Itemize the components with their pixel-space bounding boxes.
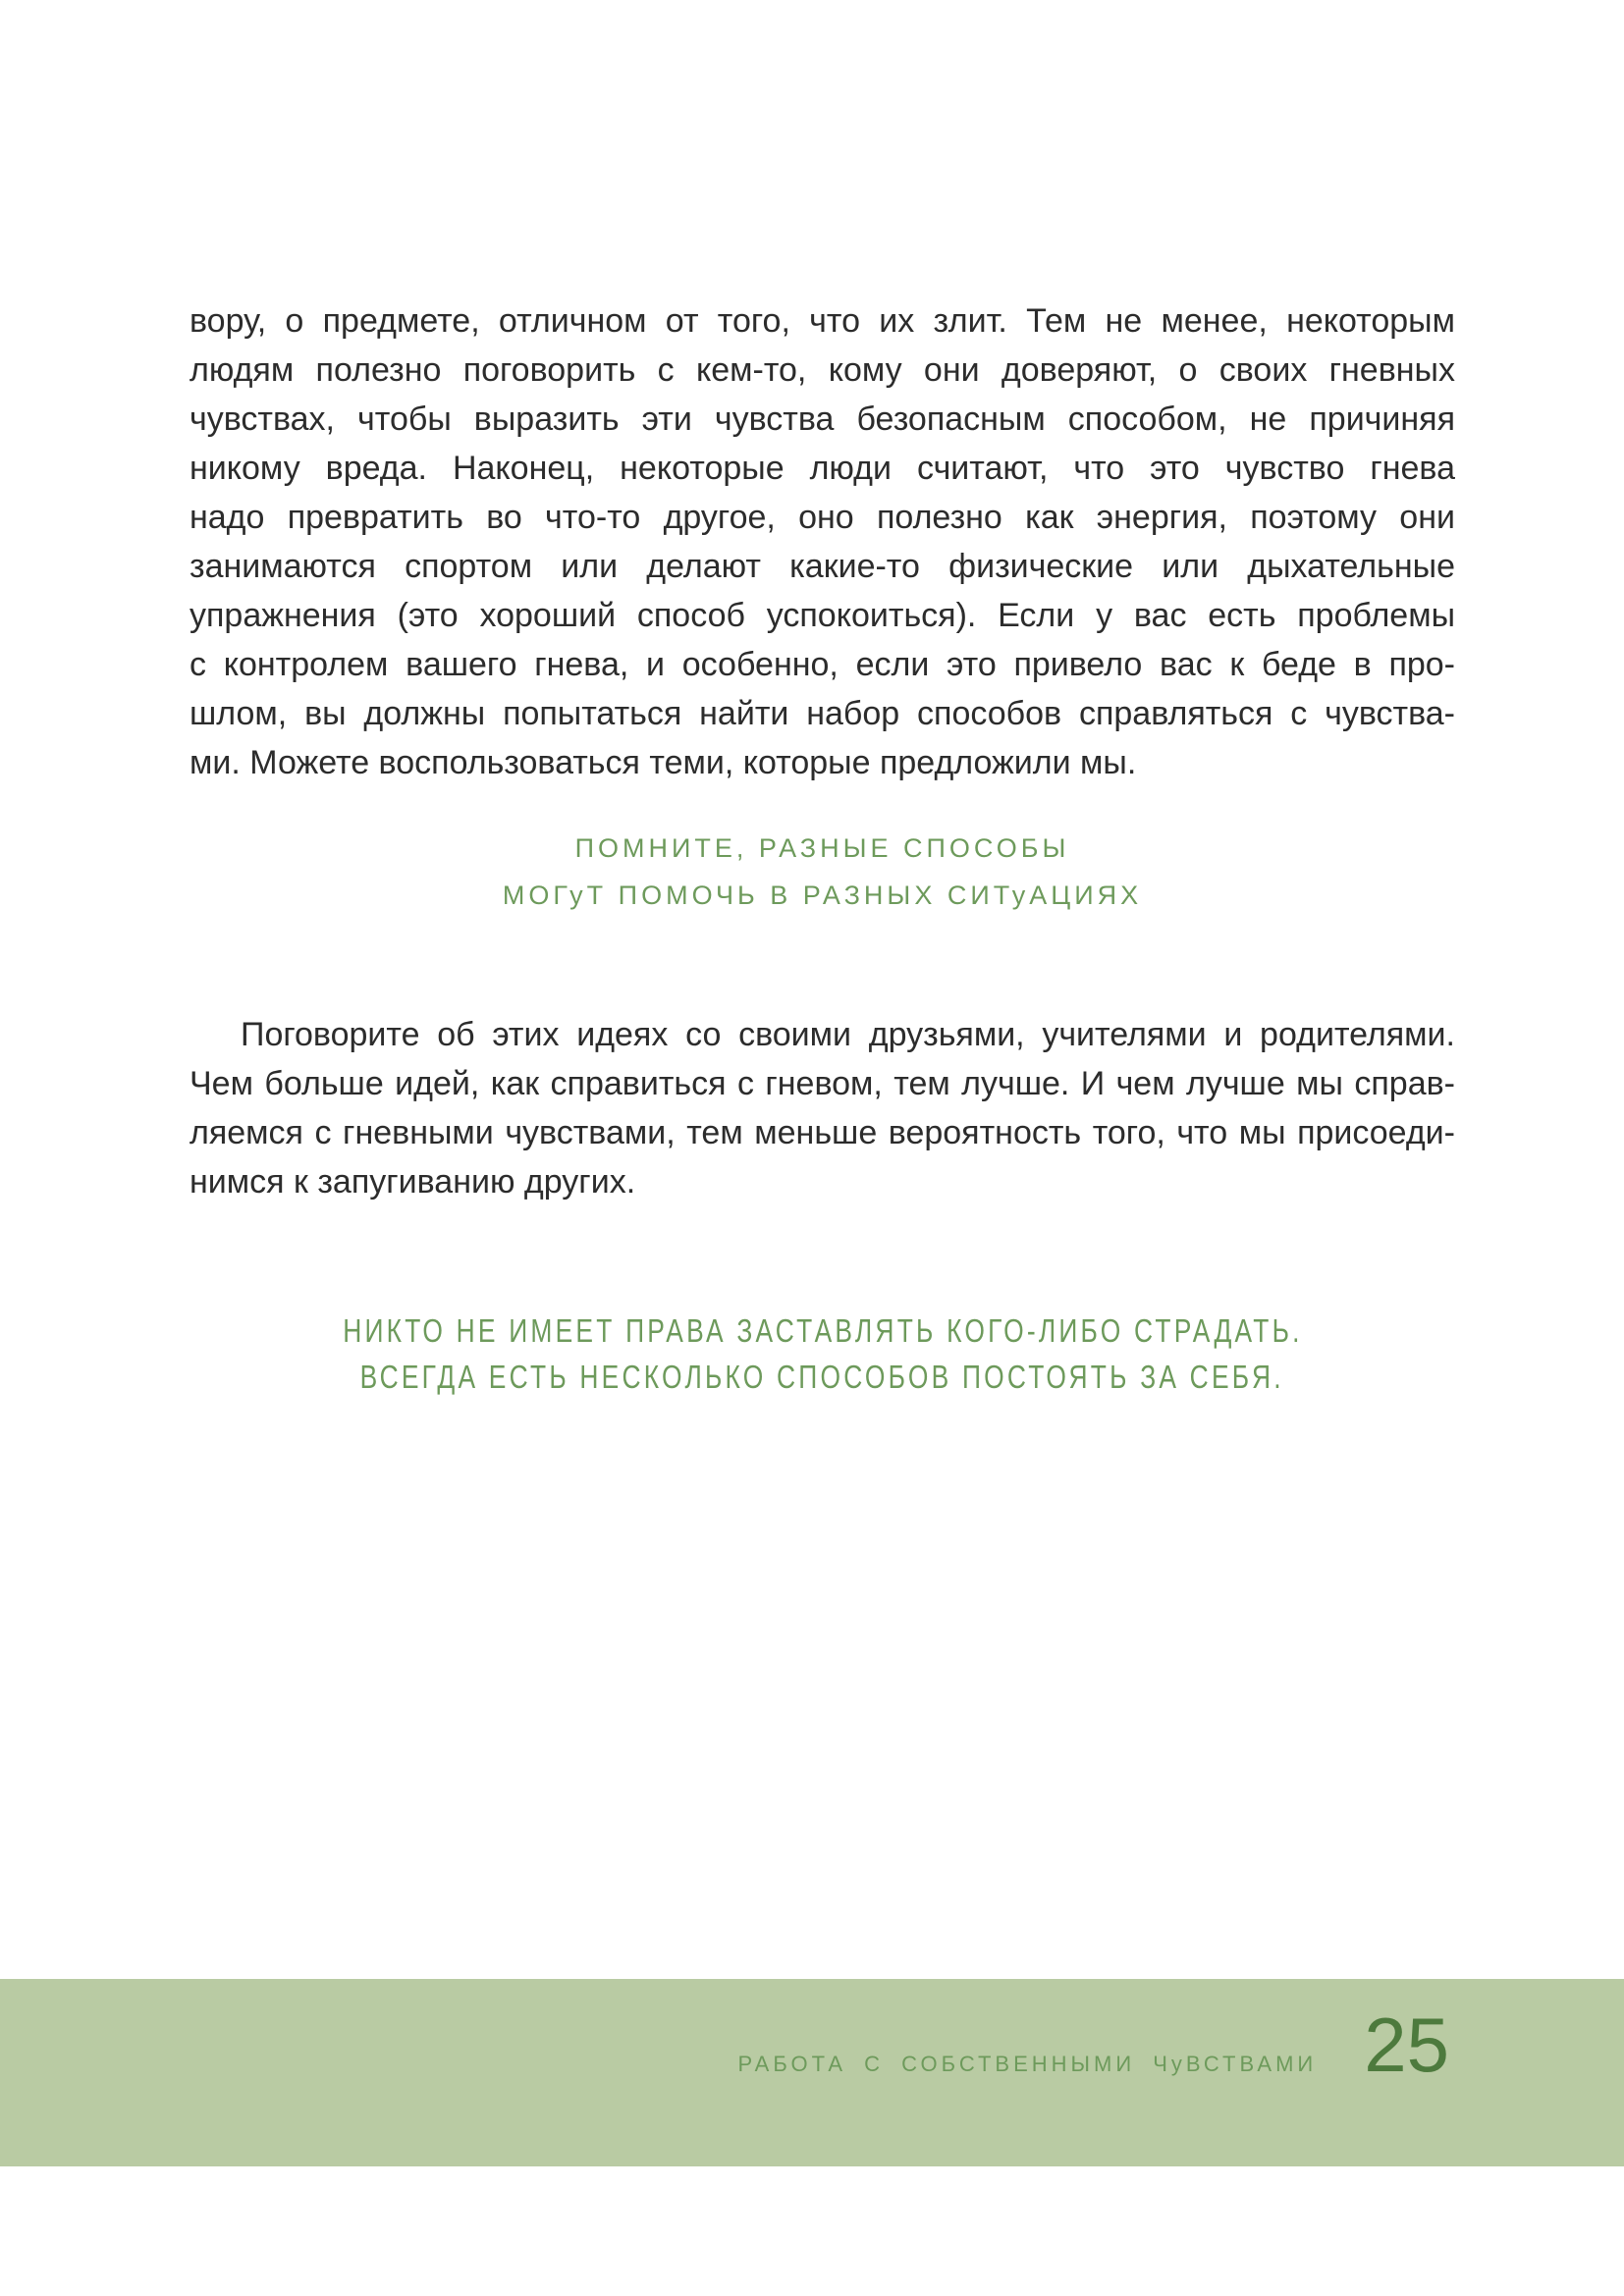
callout-remember bbox=[189, 825, 1455, 919]
page-number: 25 bbox=[1364, 2002, 1449, 2088]
text-line: нимся к запугиванию других. bbox=[189, 1163, 636, 1201]
footer-band bbox=[0, 1979, 1624, 2166]
running-title: РАБОТА С СОБСТВЕННЫМИ ЧуВСТВАМИ bbox=[737, 2052, 1318, 2076]
text-line: вору, о предмете, отличном от того, что их злит. Тем не менее, некоторым bbox=[189, 302, 1455, 340]
text-line: Поговорите об этих идеях со своими друзьями, учителями и родителями. bbox=[241, 1016, 1455, 1053]
text-line: чувствах, чтобы выразить эти чувства безопасным способом, не причиняя bbox=[189, 400, 1455, 438]
callout-line bbox=[189, 1354, 1455, 1400]
callout-line-text: НИКТО НЕ ИМЕЕТ ПРАВА ЗАСТАВЛЯТЬ КОГО-ЛИБО СТРАДАТЬ. bbox=[342, 1312, 1303, 1349]
callout-line bbox=[189, 1308, 1455, 1354]
text-line: Чем больше идей, как справиться с гневом, тем лучше. И чем лучше мы справ- bbox=[189, 1065, 1455, 1102]
text-line: с контролем вашего гнева, и особенно, если это привело вас к беде в про- bbox=[189, 646, 1455, 683]
callout-line-text: ВСЕГДА ЕСТЬ НЕСКОЛЬКО СПОСОБОВ ПОСТОЯТЬ ЗА СЕБЯ. bbox=[359, 1359, 1285, 1395]
text-line: занимаются спортом или делают какие-то физические или дыхательные bbox=[189, 548, 1455, 585]
text-line: ляемся с гневными чувствами, тем меньше вероятность того, что мы присоеди- bbox=[189, 1114, 1455, 1151]
text-line: людям полезно поговорить с кем-то, кому они доверяют, о своих гневных bbox=[189, 351, 1455, 389]
text-line: упражнения (это хороший способ успокоиться). Если у вас есть проблемы bbox=[189, 597, 1455, 634]
text-line: никому вреда. Наконец, некоторые люди считают, что это чувство гнева bbox=[189, 450, 1455, 487]
text-line: шлом, вы должны попытаться найти набор способов справляться с чувства- bbox=[189, 695, 1455, 732]
paragraph-anger-ways bbox=[189, 296, 1455, 787]
callout-no-one-may-harm bbox=[189, 1308, 1455, 1400]
paragraph-talk-about-ideas bbox=[189, 1010, 1455, 1206]
callout-line: МОГуТ ПОМОЧЬ В РАЗНЫХ СИТуАЦИЯХ bbox=[502, 881, 1143, 910]
text-line: надо превратить во что-то другое, оно полезно как энергия, поэтому они bbox=[189, 499, 1455, 536]
callout-line: ПОМНИТЕ, РАЗНЫЕ СПОСОБЫ bbox=[574, 833, 1070, 863]
text-line: ми. Можете воспользоваться теми, которые предложили мы. bbox=[189, 744, 1137, 781]
